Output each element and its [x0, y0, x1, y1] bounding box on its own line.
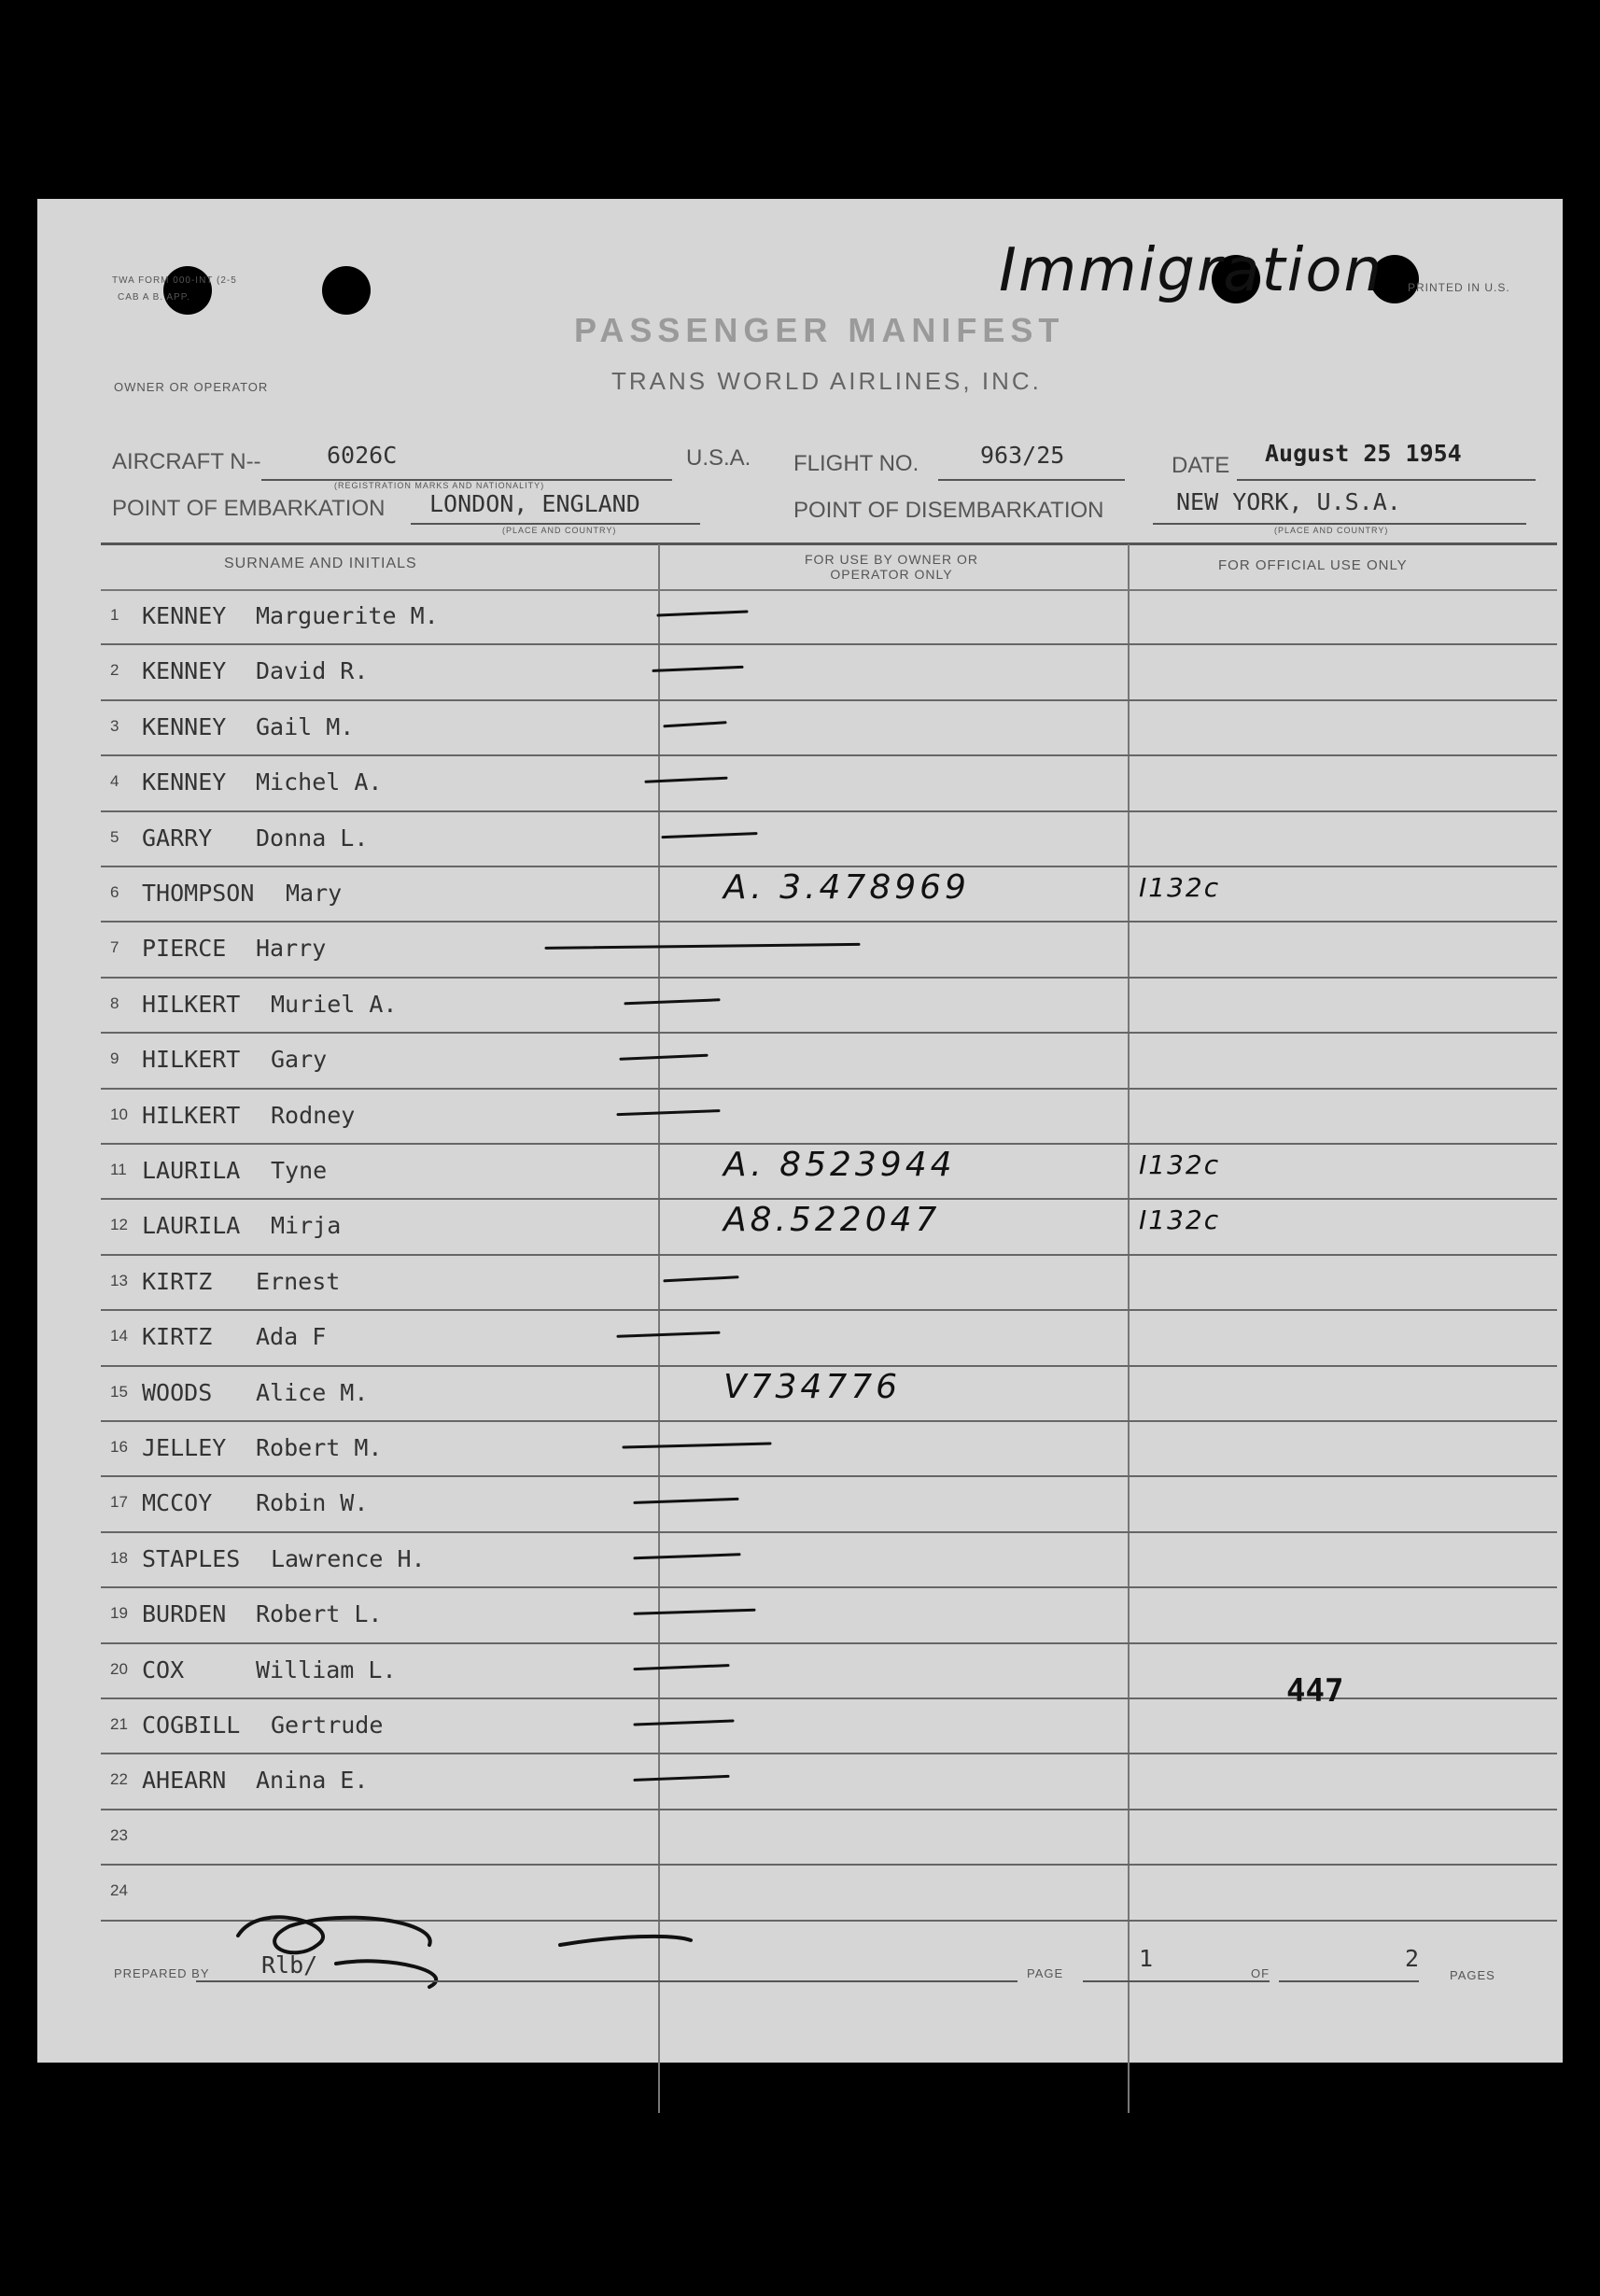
row-number: 22 — [110, 1770, 128, 1789]
passenger-surname: THOMPSON — [142, 880, 255, 907]
passenger-given: Ernest — [256, 1267, 341, 1295]
passenger-given: Ada F — [256, 1323, 327, 1351]
passenger-surname: MCCOY — [142, 1489, 213, 1517]
manifest-sheet — [37, 199, 1563, 2063]
row-number: 20 — [110, 1659, 128, 1678]
row-number: 23 — [110, 1825, 128, 1844]
column-header-surname: SURNAME AND INITIALS — [224, 556, 417, 571]
embark-label: POINT OF EMBARKATION — [112, 496, 386, 521]
owner-note: A. 8523944 — [723, 1146, 956, 1184]
disembark-place: NEW YORK, U.S.A. — [1176, 488, 1401, 515]
passenger-surname: LAURILA — [142, 1212, 241, 1240]
row-number: 11 — [110, 1161, 127, 1178]
page-number: 1 — [1139, 1945, 1154, 1972]
passenger-surname: HILKERT — [142, 1046, 241, 1074]
flight-number: 963/25 — [980, 442, 1065, 469]
passenger-surname: LAURILA — [142, 1157, 241, 1184]
passenger-surname: BURDEN — [142, 1600, 227, 1628]
passenger-given: Harry — [256, 935, 327, 963]
owner-note: A. 3.478969 — [723, 868, 970, 907]
cab-approval: CAB A B. APP. — [118, 292, 190, 303]
row-number: 9 — [110, 1049, 119, 1068]
embark-place: LONDON, ENGLAND — [429, 490, 640, 517]
passenger-given: Anina E. — [256, 1767, 369, 1795]
row-number: 2 — [110, 661, 119, 680]
passenger-given: Marguerite M. — [256, 602, 439, 629]
passenger-given: Gary — [271, 1046, 328, 1074]
passenger-given: David R. — [256, 657, 369, 685]
passenger-given: Robin W. — [256, 1489, 369, 1517]
disembark-place-note: (PLACE AND COUNTRY) — [1274, 526, 1389, 535]
form-code: TWA FORM 000-INT (2-5 — [112, 275, 237, 286]
passenger-given: Tyne — [271, 1157, 328, 1184]
row-number: 1 — [110, 606, 119, 624]
passenger-given: Gertrude — [271, 1711, 384, 1739]
row-number: 7 — [110, 938, 119, 957]
passenger-given: Lawrence H. — [271, 1544, 426, 1572]
aircraft-label: AIRCRAFT N-- — [112, 449, 261, 474]
embark-place-note: (PLACE AND COUNTRY) — [502, 526, 617, 535]
owner-label: OWNER OR OPERATOR — [114, 380, 269, 394]
official-code: I132c — [1139, 1204, 1221, 1236]
row-number: 18 — [110, 1548, 128, 1567]
registration-note: (REGISTRATION MARKS AND NATIONALITY) — [334, 481, 545, 490]
passenger-surname: PIERCE — [142, 935, 227, 963]
row-number: 14 — [110, 1327, 128, 1345]
passenger-surname: KIRTZ — [142, 1323, 213, 1351]
passenger-given: Michel A. — [256, 768, 383, 796]
column-header-owner: FOR USE BY OWNER OR OPERATOR ONLY — [805, 552, 978, 582]
form-title: PASSENGER MANIFEST — [574, 311, 1065, 349]
row-number: 24 — [110, 1881, 128, 1900]
owner-note: A8.522047 — [723, 1201, 941, 1240]
immigration-annotation: Immigration — [999, 236, 1384, 305]
operator-name: TRANS WORLD AIRLINES, INC. — [611, 367, 1042, 395]
owner-note: V734776 — [723, 1367, 902, 1406]
usa-label: U.S.A. — [686, 445, 751, 471]
passenger-surname: JELLEY — [142, 1434, 227, 1461]
prepared-label: PREPARED BY — [114, 1966, 210, 1980]
passenger-given: Rodney — [271, 1101, 356, 1129]
passenger-surname: KIRTZ — [142, 1267, 213, 1295]
prepared-line — [196, 1980, 1018, 1982]
page-label: PAGE — [1027, 1966, 1064, 1980]
row-number: 12 — [110, 1216, 128, 1234]
row-number: 21 — [110, 1715, 128, 1733]
date-label: DATE — [1172, 453, 1230, 478]
printed-note: PRINTED IN U.S. — [1408, 281, 1510, 294]
passenger-given: William L. — [256, 1655, 397, 1683]
flight-label: FLIGHT NO. — [793, 451, 919, 476]
page-count: 2 — [1405, 1945, 1420, 1972]
passenger-given: Mary — [286, 880, 343, 907]
row-number: 13 — [110, 1271, 128, 1289]
official-code: I132c — [1139, 1149, 1221, 1180]
passenger-surname: COX — [142, 1655, 185, 1683]
row-number: 5 — [110, 827, 119, 846]
passenger-surname: WOODS — [142, 1378, 213, 1406]
prepared-initials: Rlb/ — [261, 1951, 318, 1979]
row-number: 19 — [110, 1604, 128, 1623]
flight-date: August 25 1954 — [1265, 440, 1462, 467]
passenger-surname: HILKERT — [142, 990, 241, 1018]
row-number: 17 — [110, 1493, 128, 1512]
pages-label: PAGES — [1450, 1968, 1495, 1982]
page-line — [1083, 1980, 1270, 1982]
official-number: 447 — [1286, 1672, 1344, 1710]
of-line — [1279, 1980, 1419, 1982]
aircraft-number: 6026C — [327, 442, 398, 469]
passenger-given: Donna L. — [256, 824, 369, 852]
row-number: 15 — [110, 1382, 128, 1401]
handwritten-marks — [37, 199, 1563, 2063]
row-number: 6 — [110, 883, 119, 901]
row-number: 10 — [110, 1105, 128, 1123]
passenger-surname: HILKERT — [142, 1101, 241, 1129]
passenger-surname: KENNEY — [142, 602, 227, 629]
passenger-surname: KENNEY — [142, 712, 227, 740]
passenger-given: Robert M. — [256, 1434, 383, 1461]
passenger-given: Mirja — [271, 1212, 342, 1240]
passenger-given: Gail M. — [256, 712, 355, 740]
passenger-given: Alice M. — [256, 1378, 369, 1406]
row-number: 16 — [110, 1438, 128, 1456]
passenger-surname: STAPLES — [142, 1544, 241, 1572]
passenger-surname: GARRY — [142, 824, 213, 852]
passenger-surname: KENNEY — [142, 657, 227, 685]
of-label: OF — [1251, 1966, 1270, 1980]
row-number: 8 — [110, 993, 119, 1012]
row-number: 3 — [110, 716, 119, 735]
passenger-surname: KENNEY — [142, 768, 227, 796]
passenger-given: Muriel A. — [271, 990, 398, 1018]
column-header-official: FOR OFFICIAL USE ONLY — [1218, 557, 1408, 573]
passenger-surname: COGBILL — [142, 1711, 241, 1739]
passenger-given: Robert L. — [256, 1600, 383, 1628]
disembark-label: POINT OF DISEMBARKATION — [793, 498, 1104, 523]
passenger-surname: AHEARN — [142, 1767, 227, 1795]
official-code: I132c — [1139, 872, 1221, 903]
row-number: 4 — [110, 772, 119, 791]
